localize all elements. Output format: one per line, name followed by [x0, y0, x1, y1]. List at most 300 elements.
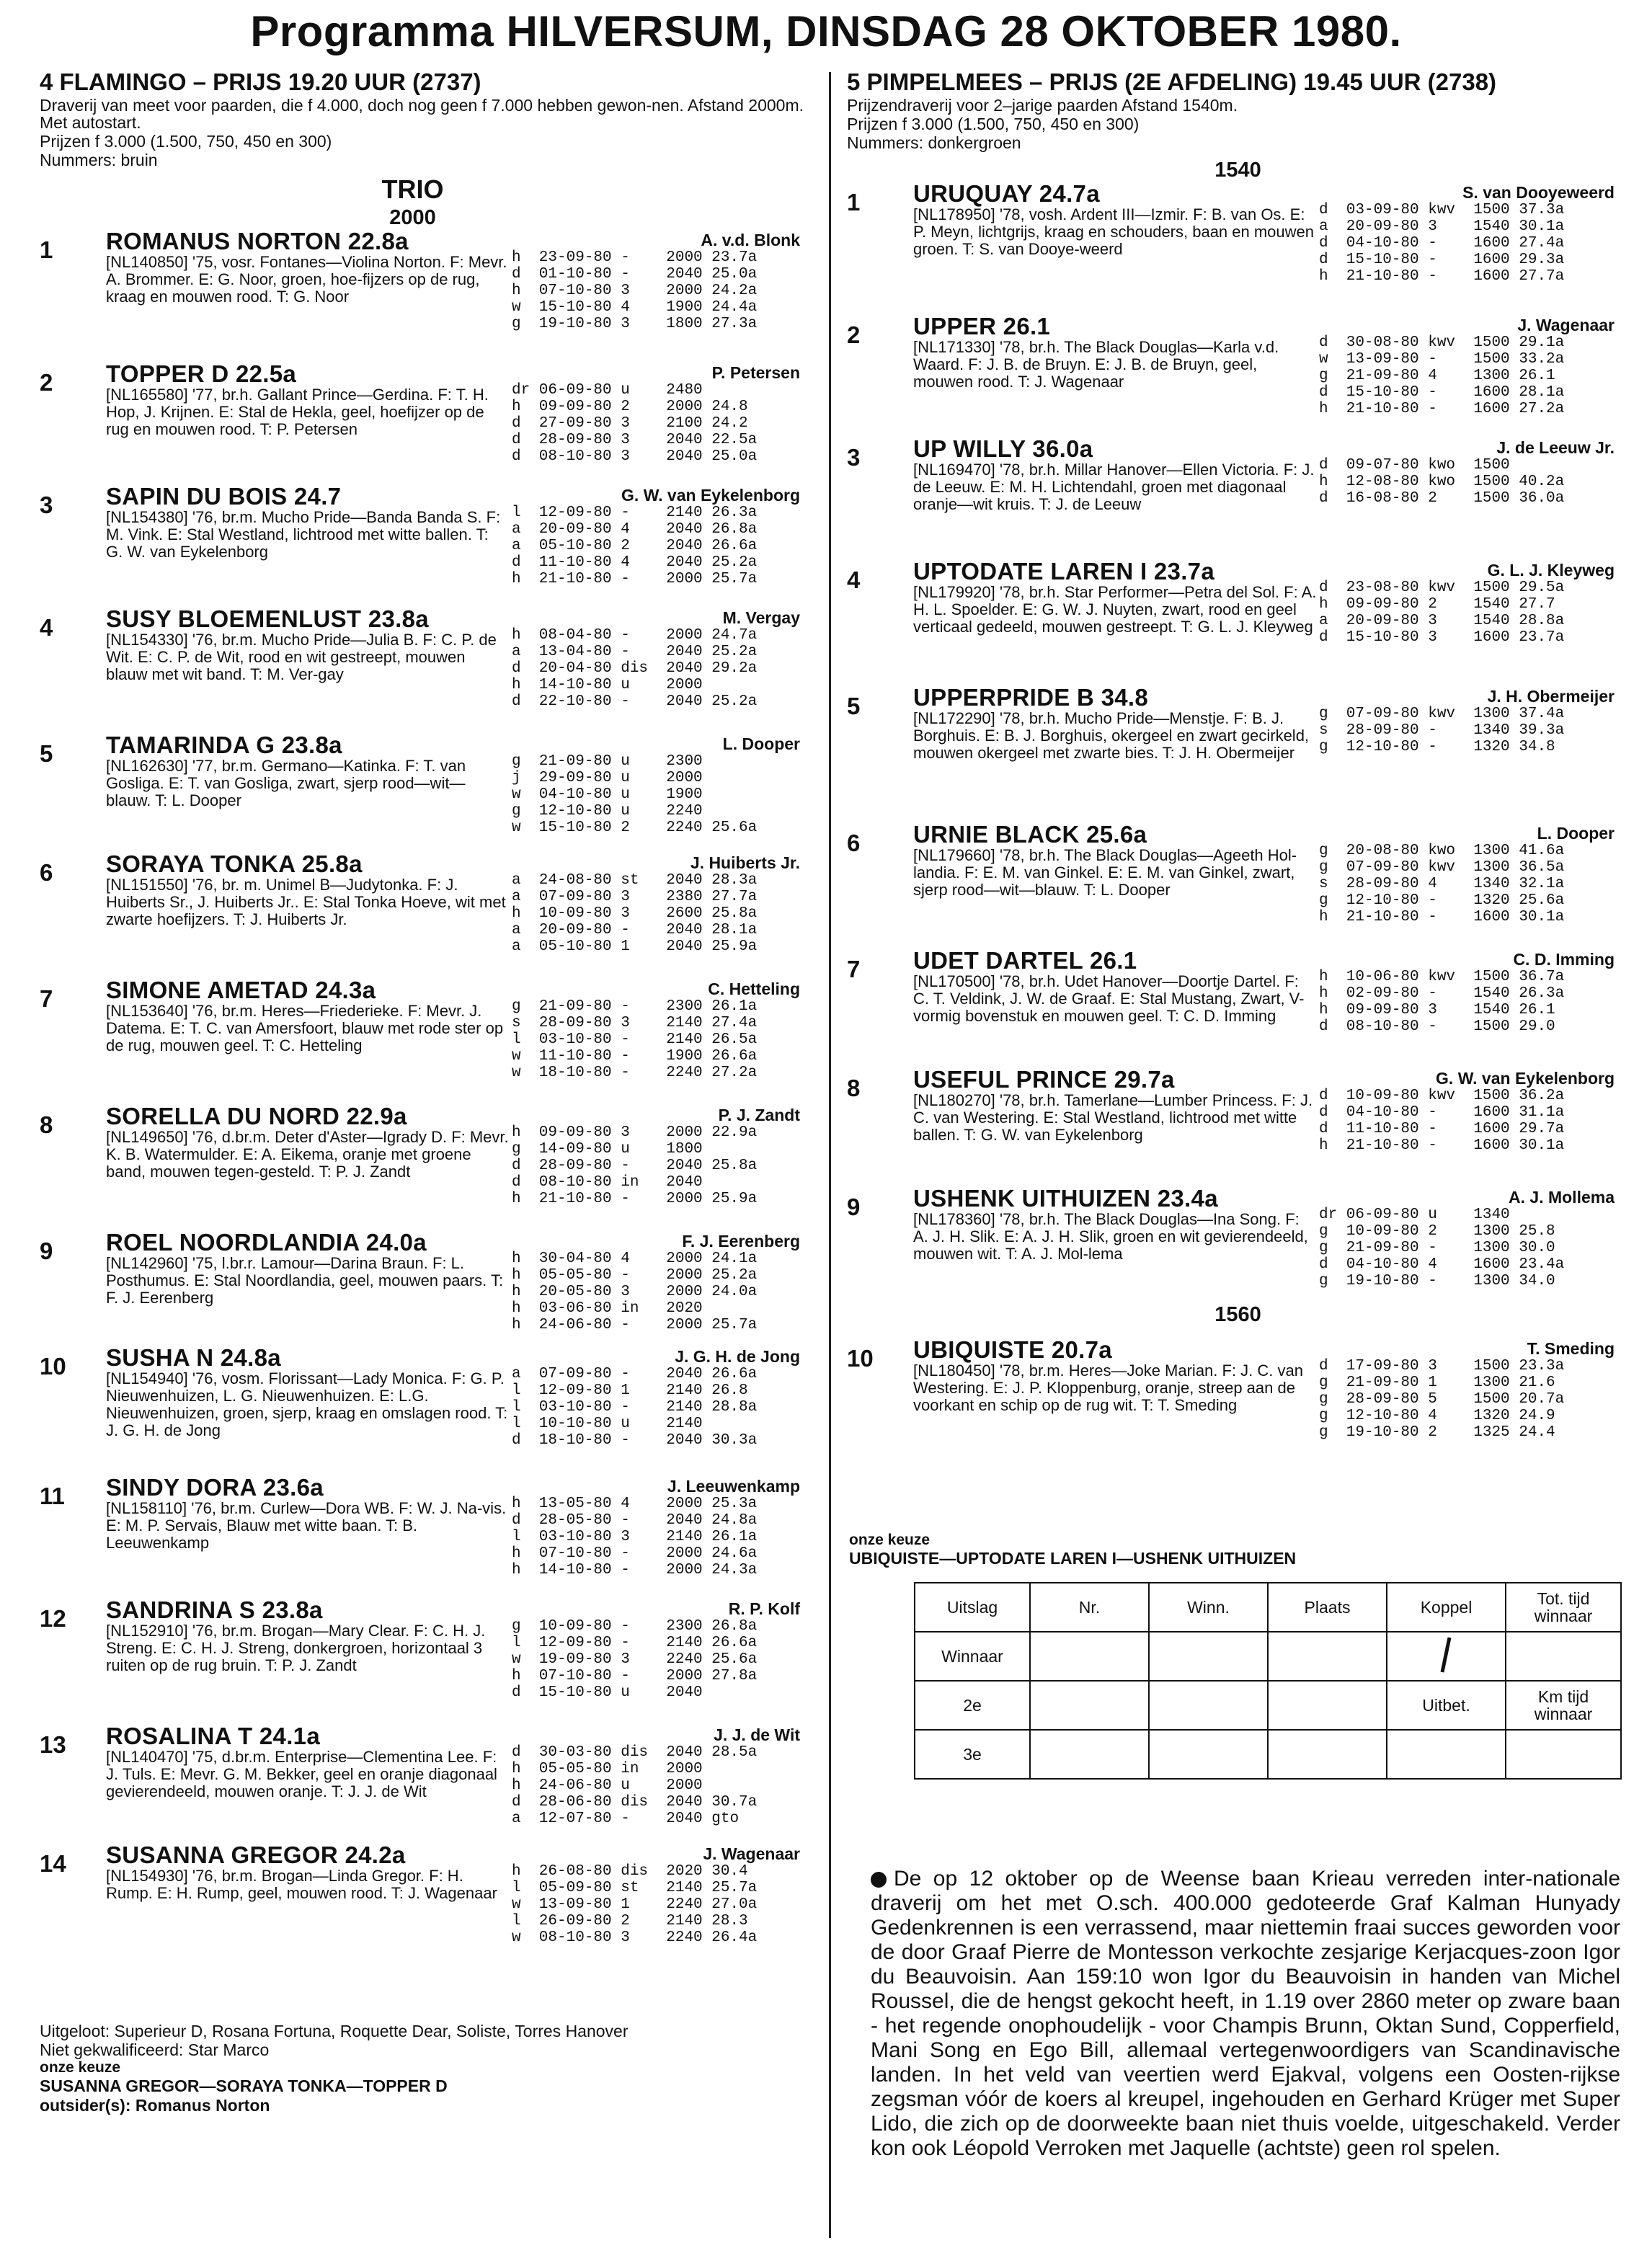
horse-description: [NL180270] '78, br.h. Tamerlane—Lumber Princess. F: J. C. van Westering. E: Stal Westland, lichtrood met witte ballen. T: G. W. van Eykelenborg [913, 1091, 1313, 1144]
form-row: w 18-10-80 - 2240 27.2a [512, 1065, 758, 1081]
horse-name: SANDRINA S 23.8a [106, 1596, 323, 1623]
horse-form-list [1319, 969, 1564, 1035]
horse-description: [NL149650] '76, d.br.m. Deter d'Aster—Igrady D. F: Mevr. K. B. Watermulder. E: A. Eikema, oranje met groene band, mouwen tegen-gesteld. T: P. J. Zandt [106, 1128, 509, 1181]
horse-number: 6 [847, 830, 861, 856]
form-row: a 12-07-80 - 2040 gto [512, 1811, 740, 1827]
horse-number: 2 [847, 321, 861, 348]
horse-entry [847, 947, 1629, 1035]
horse-driver: L. Dooper [722, 734, 800, 753]
horse-form-list [512, 998, 757, 1081]
horse-description: [NL169470] '78, br.h. Millar Hanover—Ellen Victoria. F: J. de Leeuw. E: M. H. Lichtendahl, groen met diagonaal oranje—wit kruis. T: J. de Leeuw [913, 461, 1315, 513]
horse-number: 8 [847, 1075, 861, 1101]
race-distance: 1560 [1214, 1303, 1261, 1326]
race-distance: 2000 [389, 206, 436, 229]
keuze-text: SUSANNA GREGOR—SORAYA TONKA—TOPPER D [40, 2076, 448, 2095]
race-prizes: Prijzen f 3.000 (1.500, 750, 450 en 300) [40, 132, 332, 151]
horse-entry [40, 605, 814, 710]
horse-driver: L. Dooper [1537, 824, 1615, 843]
table-cell[interactable] [1149, 1681, 1268, 1730]
table-row [915, 1730, 1621, 1779]
horse-form-list [512, 1124, 757, 1207]
race-distance: 1540 [1214, 159, 1261, 182]
form-row: h 12-08-80 kwo 1500 40.2a [1319, 474, 1565, 490]
table-header: Tot. tijd winnaar [1506, 1583, 1621, 1632]
horse-form-list [512, 1863, 757, 1946]
form-row: d 16-08-80 2 1500 36.0a [1319, 490, 1565, 507]
form-row: s 28-09-80 4 1340 32.1a [1319, 876, 1565, 892]
horse-driver: P. J. Zandt [718, 1106, 800, 1124]
horse-number: 12 [40, 1605, 66, 1632]
horse-description: [NL142960] '75, l.br.r. Lamour—Darina Braun. F: L. Posthumus. E: Stal Noordlandia, geel, mouwen paars. T: F. J. Eerenberg [106, 1254, 504, 1307]
form-row: a 20-09-80 4 2040 26.8a [512, 521, 758, 538]
form-row: dr 06-09-80 u 1340 [1319, 1207, 1510, 1223]
form-row: g 19-10-80 - 1300 34.0 [1319, 1273, 1555, 1289]
horse-form-list [1319, 202, 1564, 285]
outsider-text: outsider(s): Romanus Norton [40, 2096, 270, 2115]
horse-name: TOPPER D 22.5a [106, 360, 297, 387]
horse-entry [40, 1344, 814, 1449]
table-row [915, 1681, 1621, 1730]
form-row: d 09-07-80 kwo 1500 [1319, 457, 1510, 474]
horse-description: [NL162630] '77, br.m. Germano—Katinka. F: T. van Gosliga. E: T. van Gosliga, zwart, sjerp rood—wit—blauw. T: L. Dooper [106, 757, 466, 809]
horse-entry [847, 821, 1629, 925]
horse-number: 8 [40, 1111, 53, 1138]
form-row: g 14-09-80 u 1800 [512, 1141, 703, 1158]
keuze-label: onze keuze [849, 1532, 931, 1548]
horse-description: [NL178950] '78, vosh. Ardent III—Izmir. F: B. van Os. E: P. Meyn, lichtgrijs, kraag en schouders, baan en mouwen groen. T: S. van Dooye-weerd [913, 205, 1315, 258]
form-row: d 01-10-80 - 2040 25.0a [512, 266, 758, 283]
horse-number: 9 [40, 1238, 53, 1264]
form-row: d 04-10-80 - 1600 31.1a [1319, 1104, 1565, 1121]
form-row: h 23-09-80 - 2000 23.7a [512, 249, 758, 266]
table-header: Koppel [1387, 1583, 1506, 1632]
table-cell[interactable] [1387, 1730, 1506, 1779]
horse-name: UDET DARTEL 26.1 [913, 947, 1137, 974]
horse-driver: F. J. Eerenberg [682, 1232, 800, 1251]
form-row: l 03-10-80 3 2140 26.1a [512, 1529, 758, 1545]
horse-form-list [1319, 706, 1564, 755]
form-row: d 08-10-80 3 2040 25.0a [512, 448, 758, 465]
form-row: g 07-09-80 kwv 1300 37.4a [1319, 706, 1565, 722]
horse-name: UPPERPRIDE B 34.8 [913, 684, 1149, 711]
form-row: d 08-10-80 in 2040 [512, 1174, 703, 1191]
bullet-icon [871, 1872, 887, 1888]
horse-description: [NL171330] '78, br.h. The Black Douglas—Karla v.d. Waard. F: J. B. de Bruyn. E: J. B. de Bruyn, geel, mouwen rood. T: J. Wagenaar [913, 338, 1279, 391]
form-row: a 20-09-80 3 1540 28.8a [1319, 613, 1565, 629]
horse-driver: G. W. van Eykelenborg [621, 486, 800, 505]
form-row: g 21-09-80 u 2300 [512, 753, 703, 770]
horse-number: 5 [847, 693, 861, 719]
horse-number: 14 [40, 1850, 66, 1877]
horse-name: TAMARINDA G 23.8a [106, 732, 342, 758]
keuze-text: UBIQUISTE—UPTODATE LAREN I—USHENK UITHUIZEN [849, 1549, 1297, 1568]
horse-driver: J. J. de Wit [714, 1725, 800, 1744]
form-row: a 20-09-80 3 1540 30.1a [1319, 218, 1565, 235]
form-row: h 05-05-80 - 2000 25.2a [512, 1267, 758, 1284]
form-row: w 15-10-80 4 1900 24.4a [512, 299, 758, 316]
horse-form-list [512, 872, 757, 955]
table-header: Winn. [1149, 1583, 1268, 1632]
left-column [40, 68, 814, 1946]
horse-form-list [1319, 457, 1564, 507]
koppel-slash-cell[interactable] [1387, 1632, 1506, 1681]
horse-description: [NL153640] '76, br.m. Heres—Friederieke. F: Mevr. J. Datema. E: T. C. van Amersfoort, blauw met rode ster op de rug, mouwen geel. T: C. Hetteling [106, 1002, 504, 1054]
horse-entry [40, 1596, 814, 1701]
form-row: d 28-09-80 3 2040 22.5a [512, 432, 758, 448]
form-row: w 08-10-80 3 2240 26.4a [512, 1929, 758, 1946]
form-row: a 20-09-80 - 2040 28.1a [512, 922, 758, 938]
form-row: dr 06-09-80 u 2480 [512, 382, 703, 399]
form-row: a 05-10-80 2 2040 26.6a [512, 538, 758, 554]
race-description: Prijzendraverij voor 2–jarige paarden Afstand 1540m. [847, 96, 1238, 115]
form-row: h 30-04-80 4 2000 24.1a [512, 1251, 758, 1267]
horse-name: ROEL NOORDLANDIA 24.0a [106, 1229, 427, 1256]
form-row: d 03-09-80 kwv 1500 37.3a [1319, 202, 1565, 218]
table-header: Nr. [1030, 1583, 1149, 1632]
uitgeloot-text: Uitgeloot: Superieur D, Rosana Fortuna, Roquette Dear, Soliste, Torres Hanover [40, 2022, 629, 2040]
horse-form-list [512, 1251, 757, 1333]
horse-description: [NL140850] '75, vosr. Fontanes—Violina Norton. F: Mevr. A. Brommer. E: G. Noor, groen, hoe-fijzers op de rug, kraag en mouwen rood. T: G. Noor [106, 253, 507, 306]
horse-form-list [1319, 334, 1564, 417]
horse-number: 1 [40, 236, 53, 263]
horse-form-list [512, 249, 757, 332]
table-cell[interactable] [1268, 1681, 1387, 1730]
form-row: a 07-09-80 3 2380 27.7a [512, 889, 758, 905]
form-row: l 12-09-80 - 2140 26.3a [512, 505, 758, 521]
horse-name: ROSALINA T 24.1a [106, 1723, 320, 1749]
form-row: l 03-10-80 - 2140 28.8a [512, 1399, 758, 1416]
form-row: l 12-09-80 - 2140 26.6a [512, 1635, 758, 1651]
table-cell[interactable] [1268, 1730, 1387, 1779]
horse-number: 11 [40, 1483, 65, 1509]
horse-driver: G. W. van Eykelenborg [1436, 1069, 1615, 1088]
table-cell: 3e [915, 1730, 1030, 1779]
horse-number: 13 [40, 1731, 66, 1758]
horse-driver: R. P. Kolf [728, 1599, 800, 1618]
form-row: h 08-04-80 - 2000 24.7a [512, 627, 758, 644]
form-row: d 30-08-80 kwv 1500 29.1a [1319, 334, 1565, 351]
table-cell[interactable] [1030, 1681, 1149, 1730]
form-row: g 07-09-80 kwv 1300 36.5a [1319, 859, 1565, 876]
horse-driver: J. de Leeuw Jr. [1496, 438, 1615, 457]
form-row: h 14-10-80 u 2000 [512, 677, 703, 693]
form-row: g 10-09-80 2 1300 25.8 [1319, 1223, 1555, 1240]
table-cell: Km tijd winnaar [1506, 1681, 1621, 1730]
trio-label: TRIO [381, 174, 444, 204]
horse-description: [NL179920] '78, br.h. Star Performer—Petra del Sol. F: A. H. L. Spoelder. E: G. W. J. Nuyten, zwart, rood en geel verticaal gedeeld, mouwen gestreept. T: G. L. J. Kleyweg [913, 583, 1317, 636]
form-row: h 21-10-80 - 2000 25.7a [512, 571, 758, 587]
form-row: g 21-09-80 - 1300 30.0 [1319, 1240, 1555, 1256]
horse-name: SUSY BLOEMENLUST 23.8a [106, 605, 429, 632]
form-row: d 30-03-80 dis 2040 28.5a [512, 1744, 758, 1761]
table-cell[interactable] [1030, 1730, 1149, 1779]
form-row: d 15-10-80 3 1600 23.7a [1319, 629, 1565, 646]
horse-number: 1 [847, 189, 861, 216]
left-footer [40, 2022, 818, 2115]
horse-description: [NL154330] '76, br.m. Mucho Pride—Julia B. F: C. P. de Wit. E: C. P. de Wit, rood en wit gestreept, mouwen blauw met wit band. T: M. Ver-gay [106, 631, 497, 683]
form-row: d 22-10-80 - 2040 25.2a [512, 693, 758, 710]
table-cell[interactable] [1506, 1632, 1621, 1681]
form-row: w 19-09-80 3 2240 25.6a [512, 1651, 758, 1668]
horse-form-list [1319, 843, 1564, 925]
horse-entry [847, 1336, 1629, 1441]
horse-driver: A. J. Mollema [1509, 1188, 1615, 1207]
form-row: g 12-10-80 - 1320 34.8 [1319, 739, 1555, 755]
table-cell: Winnaar [915, 1632, 1030, 1681]
form-row: d 23-08-80 kwv 1500 29.5a [1319, 579, 1565, 596]
form-row: d 15-10-80 u 2040 [512, 1684, 703, 1701]
horse-name: SORAYA TONKA 25.8a [106, 850, 363, 877]
form-row: h 09-09-80 3 1540 26.1 [1319, 1002, 1555, 1018]
table-cell[interactable] [1149, 1730, 1268, 1779]
form-row: w 15-10-80 2 2240 25.6a [512, 819, 758, 836]
horse-number: 3 [40, 492, 53, 518]
form-row: d 15-10-80 - 1600 28.1a [1319, 384, 1565, 401]
horse-name: SINDY DORA 23.6a [106, 1474, 324, 1501]
horse-name: SUSHA N 24.8a [106, 1344, 281, 1371]
table-row [915, 1632, 1621, 1681]
form-row: l 12-09-80 1 2140 26.8 [512, 1382, 748, 1399]
race-description: Draverij van meet voor paarden, die f 4.000, doch nog geen f 7.000 hebben gewon-nen. Afstand 2000m. Met autostart. [40, 96, 804, 132]
horse-description: [NL158110] '76, br.m. Curlew—Dora WB. F: W. J. Na-vis. E: M. P. Servais, Blauw met witte baan. T: B. Leeuwenkamp [106, 1499, 507, 1552]
horse-number: 4 [40, 614, 53, 641]
horse-number: 5 [40, 740, 53, 767]
form-row: j 29-09-80 u 2000 [512, 770, 703, 786]
column-divider [829, 72, 831, 2238]
horse-entry [40, 1474, 814, 1578]
horse-number: 10 [40, 1353, 66, 1380]
horse-description: [NL178360] '78, br.h. The Black Douglas—Ina Song. F: A. J. H. Slik. E: A. J. H. Slik, groen en wit gevierendeeld, mouwen wit. T: A. J. Mol-lema [913, 1210, 1308, 1263]
form-row: g 10-09-80 - 2300 26.8a [512, 1618, 758, 1635]
form-row: w 13-09-80 - 1500 33.2a [1319, 351, 1565, 368]
horse-driver: J. H. Obermeijer [1487, 687, 1615, 706]
horse-description: [NL180450] '78, br.m. Heres—Joke Marian. F: J. C. van Westering. E: J. P. Kloppenburg, oranje, streep aan de voorkant en schip op de rug wit. T: T. Smeding [913, 1362, 1303, 1414]
horse-driver: J. Leeuwenkamp [667, 1477, 800, 1496]
horse-name: UP WILLY 36.0a [913, 435, 1093, 462]
form-row: d 28-09-80 - 2040 25.8a [512, 1158, 758, 1174]
form-row: h 09-09-80 2 2000 24.8 [512, 399, 748, 415]
horse-entry [40, 483, 814, 587]
horse-name: SAPIN DU BOIS 24.7 [106, 483, 342, 510]
horse-form-list [512, 1744, 757, 1827]
horse-name: USEFUL PRINCE 29.7a [913, 1066, 1175, 1093]
form-row: a 07-09-80 - 2040 26.6a [512, 1366, 758, 1382]
horse-name: SUSANNA GREGOR 24.2a [106, 1842, 406, 1868]
form-row: h 07-10-80 - 2000 27.8a [512, 1668, 758, 1684]
form-row: h 13-05-80 4 2000 25.3a [512, 1496, 758, 1512]
form-row: w 04-10-80 u 1900 [512, 786, 703, 803]
horse-description: [NL140470] '75, d.br.m. Enterprise—Clementina Lee. F: J. Tuls. E: Mevr. G. M. Bekker, geel en oranje diagonaal gevierendeeld, mouwen oranje. T: J. J. de Wit [106, 1748, 497, 1800]
form-row: d 27-09-80 3 2100 24.2 [512, 415, 748, 432]
horse-entry [40, 850, 814, 955]
horse-number: 2 [40, 369, 53, 396]
form-row: d 18-10-80 - 2040 30.3a [512, 1432, 758, 1449]
horse-name: USHENK UITHUIZEN 23.4a [913, 1185, 1218, 1212]
form-row: g 12-10-80 - 1320 25.6a [1319, 892, 1565, 909]
horse-description: [NL154380] '76, br.m. Mucho Pride—Banda Banda S. F: M. Vink. E: Stal Westland, lichtrood met witte ballen. T: G. W. van Eykelenborg [106, 508, 501, 561]
horse-driver: J. Huiberts Jr. [690, 853, 800, 872]
form-row: d 28-06-80 dis 2040 30.7a [512, 1794, 758, 1811]
horse-form-list [512, 1366, 757, 1449]
race-prizes: Prijzen f 3.000 (1.500, 750, 450 en 300) [847, 115, 1140, 133]
horse-entry [40, 360, 814, 465]
form-row: h 21-10-80 - 1600 30.1a [1319, 909, 1565, 925]
form-row: h 02-09-80 - 1540 26.3a [1319, 985, 1565, 1002]
form-row: h 05-05-80 in 2000 [512, 1761, 703, 1777]
form-row: l 03-10-80 - 2140 26.5a [512, 1031, 758, 1048]
race-number-colors: Nummers: bruin [40, 151, 158, 169]
form-row: h 09-09-80 3 2000 22.9a [512, 1124, 758, 1141]
horse-driver: J. Wagenaar [703, 1844, 800, 1863]
keuze-label: onze keuze [40, 2059, 121, 2076]
table-header: Uitslag [915, 1583, 1030, 1632]
form-row: d 28-05-80 - 2040 24.8a [512, 1512, 758, 1529]
race-heading: 5 PIMPELMEES – PRIJS (2E AFDELING) 19.45 UUR (2738) [847, 68, 1497, 95]
slash-mark [1432, 1635, 1461, 1675]
form-row: g 21-09-80 - 2300 26.1a [512, 998, 758, 1015]
form-row: l 10-10-80 u 2140 [512, 1416, 703, 1432]
horse-entry [847, 684, 1629, 762]
form-row: a 05-10-80 1 2040 25.9a [512, 938, 758, 955]
form-row: g 20-08-80 kwo 1300 41.6a [1319, 843, 1565, 859]
horse-description: [NL179660] '78, br.h. The Black Douglas—Ageeth Hol-landia. F: E. M. van Ginkel. E: E. M. van Ginkel, zwart, sjerp rood—wit—blauw. T: L. Dooper [913, 846, 1297, 899]
horse-form-list [1319, 1088, 1564, 1154]
form-row: a 24-08-80 st 2040 28.3a [512, 872, 758, 889]
form-row: d 10-09-80 kwv 1500 36.2a [1319, 1088, 1565, 1104]
form-row: d 04-10-80 4 1600 23.4a [1319, 1256, 1565, 1273]
horse-driver: C. Hetteling [708, 980, 800, 998]
table-cell: Uitbet. [1387, 1681, 1506, 1730]
form-row: h 10-06-80 kwv 1500 36.7a [1319, 969, 1565, 985]
form-row: h 03-06-80 in 2020 [512, 1300, 703, 1317]
form-row: g 12-10-80 u 2240 [512, 803, 703, 819]
horse-form-list [512, 1496, 757, 1578]
right-column [847, 68, 1629, 1441]
form-row: l 05-09-80 st 2140 25.7a [512, 1880, 758, 1896]
horse-driver: A. v.d. Blonk [701, 231, 800, 249]
horse-name: URUQUAY 24.7a [913, 180, 1100, 207]
form-row: h 07-10-80 3 2000 24.2a [512, 283, 758, 299]
horse-form-list [1319, 579, 1564, 646]
horse-driver: G. L. J. Kleyweg [1487, 561, 1615, 579]
form-row: h 07-10-80 - 2000 24.6a [512, 1545, 758, 1562]
tote-form-table [914, 1582, 1622, 1780]
form-row: d 17-09-80 3 1500 23.3a [1319, 1358, 1565, 1374]
horse-name: UBIQUISTE 20.7a [913, 1336, 1112, 1363]
horse-form-list [512, 1618, 757, 1701]
horse-number: 9 [847, 1194, 861, 1220]
form-row: h 09-09-80 2 1540 27.7 [1319, 596, 1555, 613]
horse-entry [847, 313, 1629, 417]
form-row: g 19-10-80 3 1800 27.3a [512, 316, 758, 332]
horse-description: [NL170500] '78, br.h. Udet Hanover—Doortje Dartel. F: C. T. Veldink, J. W. de Graaf. E: Stal Mustang, Zwart, V-vormig bovenstuk en mouwen geel. T: C. D. Imming [913, 972, 1305, 1025]
horse-number: 3 [847, 444, 861, 471]
horse-driver: S. van Dooyeweerd [1462, 183, 1615, 202]
horse-name: ROMANUS NORTON 22.8a [106, 228, 409, 254]
form-row: g 21-09-80 1 1300 21.6 [1319, 1374, 1555, 1391]
form-row: h 21-10-80 - 1600 27.2a [1319, 401, 1565, 417]
form-row: d 11-10-80 4 2040 25.2a [512, 554, 758, 571]
horse-driver: J. G. H. de Jong [675, 1347, 800, 1366]
horse-driver: M. Vergay [722, 608, 800, 627]
form-row: h 10-09-80 3 2600 25.8a [512, 905, 758, 922]
form-row: d 11-10-80 - 1600 29.7a [1319, 1121, 1565, 1137]
horse-entry [40, 1229, 814, 1333]
horse-form-list [512, 753, 757, 836]
form-row: s 28-09-80 3 2140 27.4a [512, 1015, 758, 1031]
news-paragraph [871, 1867, 1620, 2161]
form-row: d 04-10-80 - 1600 27.4a [1319, 235, 1565, 252]
horse-description: [NL154940] '76, vosm. Florissant—Lady Monica. F: G. P. Nieuwenhuizen, L. G. Nieuwenhuizen. E: L.G. Nieuwenhuizen, groen, sjerp, kraag en omslagen rood. T: J. G. H. de Jong [106, 1369, 508, 1439]
form-row: g 12-10-80 4 1320 24.9 [1319, 1408, 1555, 1424]
horse-name: UPPER 26.1 [913, 313, 1051, 339]
table-cell[interactable] [1030, 1632, 1149, 1681]
form-row: h 24-06-80 - 2000 25.7a [512, 1317, 758, 1333]
horse-driver: C. D. Imming [1513, 950, 1615, 969]
horse-form-list [512, 382, 757, 465]
niet-gekwalificeerd-text: Niet gekwalificeerd: Star Marco [40, 2040, 270, 2059]
horse-number: 4 [847, 567, 861, 593]
horse-form-list [512, 627, 757, 710]
table-cell[interactable] [1506, 1730, 1621, 1779]
horse-number: 6 [40, 859, 53, 886]
horse-form-list [1319, 1358, 1564, 1441]
horse-description: [NL151550] '76, br. m. Unimel B—Judytonka. F: J. Huiberts Sr., J. Huiberts Jr.. E: Stal Tonka Hoeve, wit met zwarte hoefijzers. T: J. Huiberts Jr. [106, 876, 506, 928]
news-text: De op 12 oktober op de Weense baan Krieau verreden inter-nationale draverij om het met O.sch. 400.000 gedoteerde Graf Kalman Hunyady Gedenkrennen is een verrassend, maar niettemin fraai succes geworden voor de door Graaf Pierre de Montesson verkochte zesjarige Kerjacques-zoon Igor du Beauvoisin. Aan 159:10 won Igor du Beauvoisin in handen van Michel Roussel, die de hengst gekocht heeft, in 1.19 over 2860 meter op zware baan - het regende onophoudelijk - voor Champis Brunn, Oktan Sund, Copperfield, Mani Song en Ego Bill, allemaal vertegenwoordigers van Scandinavische landen. In het veld van veertien werd Ejakval, volgens een Oosten-rijkse zegsman vóór de koers al kreupel, ingehouden en Gerhard Krüger met Super Lido, die zich op de doorweekte baan niet thuis voelde, uitgeschakeld. Verder kon ook Léopold Verroken met Jaquelle (achtste) geen rol spelen. [871, 1867, 1620, 2160]
form-row: h 26-08-80 dis 2020 30.4 [512, 1863, 748, 1880]
form-row: h 20-05-80 3 2000 24.0a [512, 1284, 758, 1300]
form-row: l 26-09-80 2 2140 28.3 [512, 1913, 748, 1929]
race-number-colors: Nummers: donkergroen [847, 133, 1021, 152]
form-row: g 21-09-80 4 1300 26.1 [1319, 368, 1555, 384]
form-row: d 15-10-80 - 1600 29.3a [1319, 252, 1565, 268]
horse-number: 7 [847, 956, 861, 982]
horse-entry [847, 1066, 1629, 1154]
table-row [915, 1583, 1621, 1632]
form-row: h 21-10-80 - 2000 25.9a [512, 1191, 758, 1207]
horse-number: 10 [847, 1345, 874, 1372]
horse-name: UPTODATE LAREN I 23.7a [913, 558, 1214, 585]
form-row: g 19-10-80 2 1325 24.4 [1319, 1424, 1555, 1441]
form-row: w 11-10-80 - 1900 26.6a [512, 1048, 758, 1065]
race-heading: 4 FLAMINGO – PRIJS 19.20 UUR (2737) [40, 68, 481, 95]
right-keuze [849, 1532, 1613, 1568]
table-cell: 2e [915, 1681, 1030, 1730]
horse-description: [NL152910] '76, br.m. Brogan—Mary Clear. F: C. H. J. Streng. E: C. H. J. Streng, donkergroen, horizontaal 3 ruiten op de rug bruin. T: P. J. Zandt [106, 1622, 486, 1674]
form-row: s 28-09-80 - 1340 39.3a [1319, 722, 1565, 739]
horse-number: 7 [40, 985, 53, 1012]
horse-driver: P. Petersen [711, 363, 800, 382]
form-row: h 14-10-80 - 2000 24.3a [512, 1562, 758, 1578]
horse-description: [NL172290] '78, br.h. Mucho Pride—Menstje. F: B. J. Borghuis. E: B. J. Borghuis, okergeel en zwart gecirkeld, mouwen okergeel met zwarte bies. T: J. H. Obermeijer [913, 709, 1310, 762]
page-title: Programma HILVERSUM, DINSDAG 28 OKTOBER 1980. [250, 7, 1402, 55]
horse-name: SORELLA DU NORD 22.9a [106, 1103, 407, 1129]
horse-entry [847, 180, 1629, 285]
horse-entry [847, 435, 1629, 513]
horse-form-list [1319, 1207, 1564, 1289]
form-row: a 13-04-80 - 2040 25.2a [512, 644, 758, 660]
horse-name: URNIE BLACK 25.6a [913, 821, 1147, 848]
horse-form-list [512, 505, 757, 587]
table-cell[interactable] [1149, 1632, 1268, 1681]
form-row: w 13-09-80 1 2240 27.0a [512, 1896, 758, 1913]
form-row: h 21-10-80 - 1600 30.1a [1319, 1137, 1565, 1154]
table-cell[interactable] [1268, 1632, 1387, 1681]
form-row: d 08-10-80 - 1500 29.0 [1319, 1018, 1555, 1035]
horse-description: [NL165580] '77, br.h. Gallant Prince—Gerdina. F: T. H. Hop, J. Krijnen. E: Stal de Hekla, geel, hoefijzer op de rug en mouwen rood. T: P. Petersen [106, 386, 489, 438]
form-row: h 21-10-80 - 1600 27.7a [1319, 268, 1565, 285]
form-row: g 28-09-80 5 1500 20.7a [1319, 1391, 1565, 1408]
